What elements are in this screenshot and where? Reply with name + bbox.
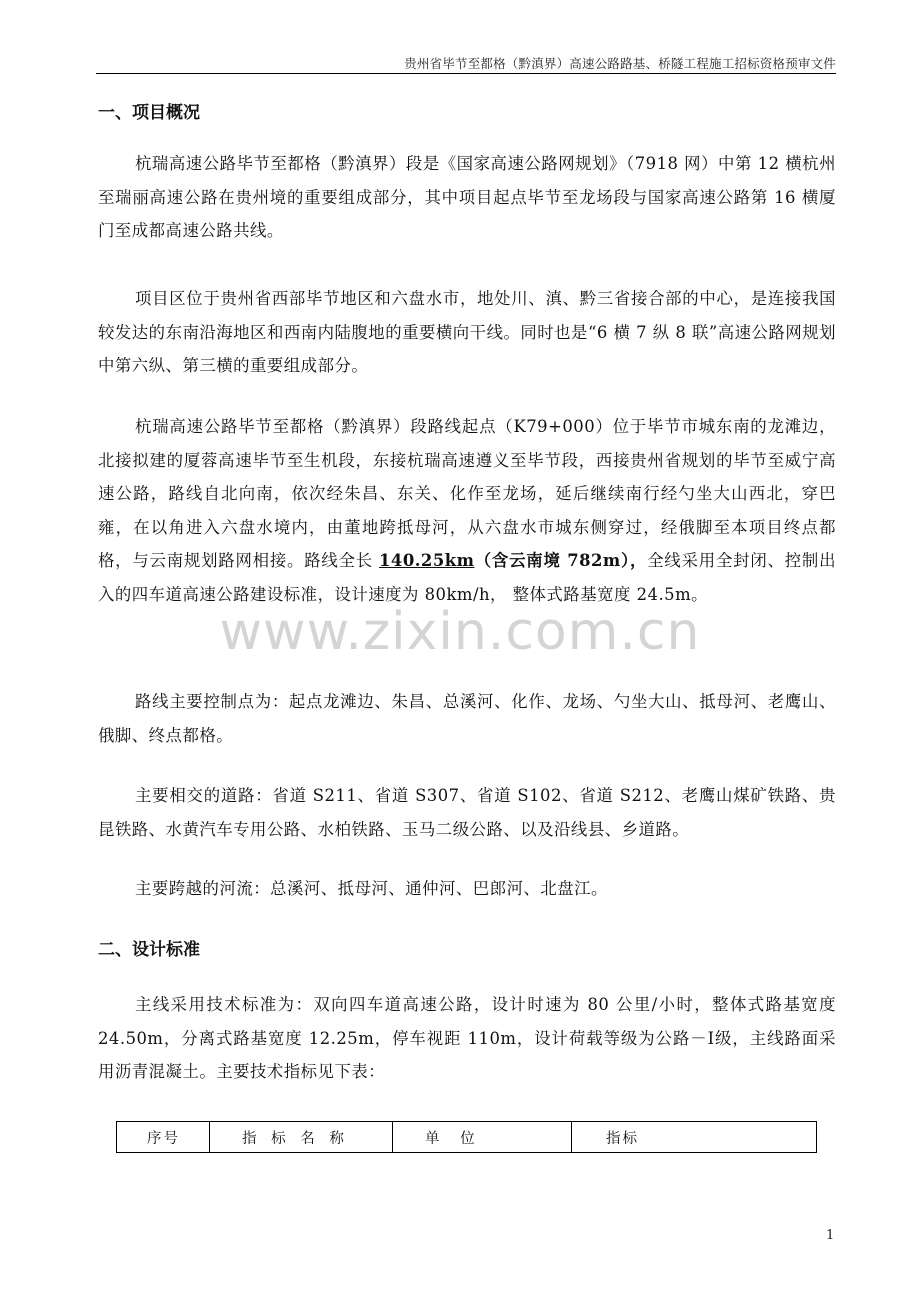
table-header-unit: 单 位 [393,1122,572,1153]
route-length: 140.25km [379,551,475,570]
paragraph-control-points: 路线主要控制点为：起点龙滩边、朱昌、总溪河、化作、龙场、勺坐大山、抵母河、老鹰山、俄脚、终点都格。 [98,692,836,745]
technical-indicators-table [116,1121,817,1153]
table-header-row [117,1122,817,1153]
section-2-heading: 二、设计标准 [98,940,200,960]
page-number: 1 [826,1228,835,1243]
route-description-text-a: 杭瑞高速公路毕节至都格（黔滇界）段路线起点（K79+000）位于毕节市城东南的龙滩边，北接拟建的厦蓉高速毕节至生机段，东接杭瑞高速遵义至毕节段，西接贵州省规划的毕节至威宁高速公路，路线自北向南，依次经朱昌、东关、化作至龙场，延后继续南行经勺坐大山西北，穿巴雍，在以角进入六盘水境内，由董地跨抵母河，从六盘水市城东侧穿过，经俄脚至本项目终点都格，与云南规划路网相接。路线全长 [98,417,836,570]
header-rule [96,73,836,74]
paragraph-route-overview: 杭瑞高速公路毕节至都格（黔滇界）段是《国家高速公路网规划》（7918 网）中第 12 横杭州至瑞丽高速公路在贵州境的重要组成部分，其中项目起点毕节至龙场段与国家高速公路第 16 横厦门至成都高速公路共线。 [98,154,836,240]
paragraph-design-standards: 主线采用技术标准为：双向四车道高速公路，设计时速为 80 公里/小时，整体式路基宽度 24.50m，分离式路基宽度 12.25m，停车视距 110m，设计荷载等级为公路－Ⅰ级，主线路面采用沥青混凝土。主要技术指标见下表： [98,995,836,1081]
table-header-indicator: 指标 [572,1122,817,1153]
paragraph-intersecting-roads: 主要相交的道路：省道 S211、省道 S307、省道 S102、省道 S212、老鹰山煤矿铁路、贵昆铁路、水黄汽车专用公路、水柏铁路、玉马二级公路、以及沿线县、乡道路。 [98,786,836,839]
route-description-text-b: 全线采用全封闭、控制出入的四车道高速公路建设标准，设计速度为 80km/h， 整体式路基宽度 24.5m。 [98,551,836,604]
table-header-index: 序号 [117,1122,210,1153]
document-header: 贵州省毕节至都格（黔滇界）高速公路路基、桥隧工程施工招标资格预审文件 [404,56,836,71]
table-header-indicator-name: 指 标 名 称 [210,1122,393,1153]
section-1-heading: 一、项目概况 [98,103,200,123]
route-length-note: （含云南境 782m）， [474,551,648,570]
watermark: www.zixin.com.cn [219,602,701,662]
paragraph-crossed-rivers: 主要跨越的河流：总溪河、抵母河、通仲河、巴郎河、北盘江。 [135,879,608,898]
paragraph-project-location: 项目区位于贵州省西部毕节地区和六盘水市，地处川、滇、黔三省接合部的中心，是连接我国较发达的东南沿海地区和西南内陆腹地的重要横向干线。同时也是“6 横 7 纵 8 联”高速公路网规划中第六纵、第三横的重要组成部分。 [98,289,836,375]
paragraph-route-description [98,410,836,611]
